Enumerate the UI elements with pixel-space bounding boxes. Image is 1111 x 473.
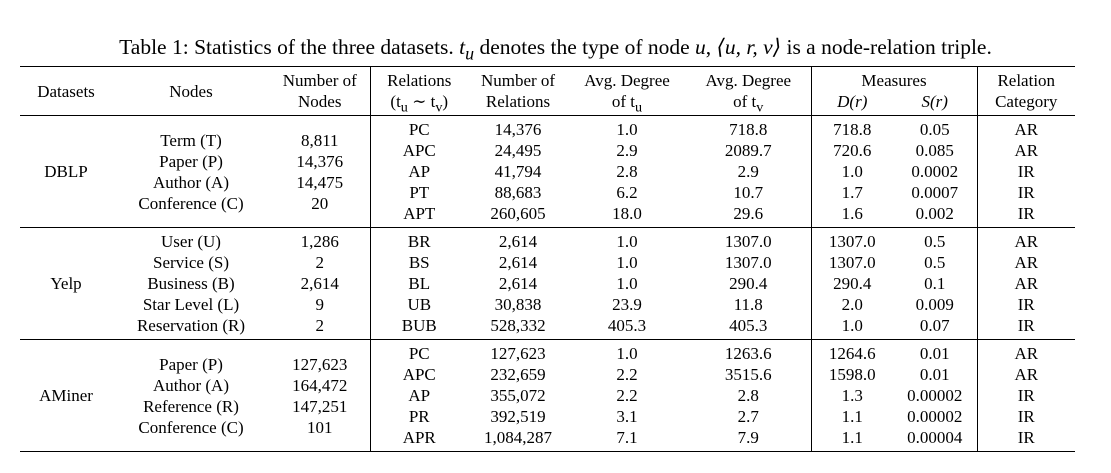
measure-s xyxy=(893,228,977,340)
avg-degree-u-value: 7.1 xyxy=(616,428,638,447)
measure-d-value: 2.0 xyxy=(841,295,863,314)
relation-counts-value: 1,084,287 xyxy=(484,428,552,447)
header-relations: Relations ($t_u$ ∼ $t_v$) xyxy=(370,67,468,116)
caption-prefix: Table 1: Statistics of the three datasets. xyxy=(119,35,460,59)
relation-counts-value: 14,376 xyxy=(494,120,542,139)
relation-types-value: BL xyxy=(408,274,431,293)
relation-counts xyxy=(468,116,568,228)
relation-counts-value: 127,623 xyxy=(490,344,546,363)
relation-counts xyxy=(468,228,568,340)
caption-triple: ⟨u, r, v⟩ xyxy=(716,35,782,59)
node-counts xyxy=(270,340,370,452)
node-types-value: Business (B) xyxy=(147,274,235,293)
relation-category-value: AR xyxy=(1014,253,1039,272)
statistics-table xyxy=(20,66,1075,452)
relation-counts-value: 355,072 xyxy=(490,386,546,405)
node-types-value: Star Level (L) xyxy=(142,295,240,314)
relation-category-value: IR xyxy=(1017,295,1035,314)
avg-degree-u-value: 1.0 xyxy=(616,253,638,272)
measure-d xyxy=(811,228,893,340)
relation-counts-value: 2,614 xyxy=(498,232,538,251)
avg-degree-v-value: 718.8 xyxy=(729,120,768,139)
measure-s-value: 0.01 xyxy=(919,365,950,384)
node-counts-value: 101 xyxy=(307,417,333,437)
avg-degree-u-value: 2.8 xyxy=(616,162,638,181)
measure-s-value: 0.1 xyxy=(924,274,946,293)
avg-degree-v-value: 29.6 xyxy=(733,204,764,223)
avg-degree-u xyxy=(568,116,686,228)
node-types-value: Reservation (R) xyxy=(136,316,246,335)
node-types-value: Paper (P) xyxy=(159,151,223,171)
node-types-value: Author (A) xyxy=(152,172,229,192)
relation-types-value: UB xyxy=(407,295,432,314)
avg-degree-v-value: 1307.0 xyxy=(724,232,772,251)
caption-suffix: is a node-relation triple. xyxy=(781,35,992,59)
avg-degree-v-value: 7.9 xyxy=(737,428,759,447)
relation-types-value: PC xyxy=(408,344,430,363)
avg-degree-u-value: 18.0 xyxy=(612,204,642,223)
header-num-nodes: Number of Nodes xyxy=(270,67,370,116)
measure-s-value: 0.05 xyxy=(919,120,950,139)
avg-degree-u-value: 23.9 xyxy=(612,295,642,314)
measure-d-value: 720.6 xyxy=(833,141,872,160)
node-counts-value: 14,376 xyxy=(296,151,344,171)
node-types xyxy=(112,228,270,340)
relation-counts xyxy=(468,340,568,452)
avg-degree-v-value: 290.4 xyxy=(729,274,768,293)
node-counts-value: 2 xyxy=(315,316,324,335)
relation-types xyxy=(370,228,468,340)
measure-d-value: 1307.0 xyxy=(828,253,876,272)
node-counts-value: 164,472 xyxy=(292,375,348,395)
relation-category-value: IR xyxy=(1017,316,1035,335)
relation-types-value: APC xyxy=(402,365,436,384)
relation-counts-value: 2,614 xyxy=(498,253,538,272)
relation-category-value: IR xyxy=(1017,162,1035,181)
measure-d-value: 290.4 xyxy=(833,274,872,293)
avg-degree-v xyxy=(686,116,811,228)
node-types xyxy=(112,340,270,452)
node-types-value: User (U) xyxy=(161,232,221,251)
relation-types-value: BS xyxy=(408,253,430,272)
header-s-r: S(r) xyxy=(893,91,977,116)
avg-degree-v xyxy=(686,228,811,340)
node-types-value: Service (S) xyxy=(152,253,229,272)
relation-category-value: AR xyxy=(1014,274,1039,293)
relation-category-value: IR xyxy=(1017,428,1035,447)
node-types-value: Conference (C) xyxy=(138,193,244,213)
relation-category-value: AR xyxy=(1014,365,1039,384)
caption-comma: , xyxy=(705,35,717,59)
avg-degree-v-value: 1307.0 xyxy=(724,253,772,272)
header-nodes: Nodes xyxy=(112,67,270,116)
relation-counts-value: 88,683 xyxy=(494,183,542,202)
header-d-r: D(r) xyxy=(837,92,868,111)
avg-degree-u-value: 6.2 xyxy=(616,183,638,202)
caption-u: u xyxy=(695,35,706,59)
avg-degree-v-value: 2089.7 xyxy=(724,141,772,160)
measure-s-value: 0.5 xyxy=(924,232,946,251)
measure-d-value: 1.7 xyxy=(841,183,863,202)
caption-tu-sub: u xyxy=(465,43,475,64)
caption-tu: t xyxy=(459,35,466,59)
relation-counts-value: 528,332 xyxy=(490,316,546,335)
relation-types-value: AP xyxy=(408,386,431,405)
avg-degree-u-value: 405.3 xyxy=(607,316,647,335)
avg-degree-u-value: 1.0 xyxy=(616,274,638,293)
caption-middle: denotes the type of node xyxy=(474,35,696,59)
avg-degree-u-value: 1.0 xyxy=(616,344,638,363)
avg-degree-u xyxy=(568,340,686,452)
avg-degree-u-value: 2.2 xyxy=(616,386,638,405)
node-counts xyxy=(270,228,370,340)
header-relation-category: Relation Category xyxy=(977,67,1075,116)
measure-d-value: 1.1 xyxy=(841,428,863,447)
header-datasets: Datasets xyxy=(20,67,112,116)
relation-category xyxy=(977,228,1075,340)
node-types-value: Conference (C) xyxy=(138,417,244,437)
measure-d-value: 1.0 xyxy=(841,162,863,181)
dataset-group-row xyxy=(20,116,1075,228)
node-counts-value: 8,811 xyxy=(300,130,339,150)
measure-d-value: 718.8 xyxy=(833,120,872,139)
node-counts-value: 2,614 xyxy=(300,274,339,293)
measure-s-value: 0.5 xyxy=(924,253,946,272)
relation-counts-value: 392,519 xyxy=(490,407,546,426)
avg-degree-u-value: 1.0 xyxy=(616,120,638,139)
measure-s-value: 0.00004 xyxy=(907,428,963,447)
avg-degree-v-value: 2.7 xyxy=(737,407,759,426)
relation-types-value: APT xyxy=(403,204,436,223)
relation-category-value: IR xyxy=(1017,204,1035,223)
relation-types-value: PC xyxy=(408,120,430,139)
relation-category xyxy=(977,340,1075,452)
node-types-value: Author (A) xyxy=(152,375,229,395)
measure-s-value: 0.0007 xyxy=(911,183,959,202)
avg-degree-v-value: 10.7 xyxy=(733,183,764,202)
node-types-value: Paper (P) xyxy=(159,354,223,374)
avg-degree-u-value: 2.2 xyxy=(616,365,638,384)
avg-degree-v xyxy=(686,340,811,452)
dataset-name: DBLP xyxy=(20,116,112,228)
relation-category-value: AR xyxy=(1014,344,1039,363)
dataset-name: Yelp xyxy=(20,228,112,340)
node-counts-value: 2 xyxy=(315,253,324,272)
measure-d-value: 1.3 xyxy=(841,386,863,405)
relation-category-value: IR xyxy=(1017,386,1035,405)
measure-d-value: 1598.0 xyxy=(828,365,876,384)
measure-d xyxy=(811,340,893,452)
measure-d-value: 1264.6 xyxy=(828,344,876,363)
relation-category-value: AR xyxy=(1014,232,1039,251)
measure-s-value: 0.07 xyxy=(919,316,950,335)
relation-counts-value: 30,838 xyxy=(494,295,542,314)
header-measures: Measures xyxy=(811,67,977,92)
avg-degree-v-value: 2.9 xyxy=(737,162,759,181)
relation-counts-value: 41,794 xyxy=(494,162,542,181)
relation-counts-value: 232,659 xyxy=(490,365,546,384)
relation-category-value: IR xyxy=(1017,183,1035,202)
relation-counts-value: 2,614 xyxy=(498,274,538,293)
relation-types-value: APR xyxy=(402,428,436,447)
dataset-name: AMiner xyxy=(20,340,112,452)
measure-s xyxy=(893,116,977,228)
node-counts-value: 147,251 xyxy=(292,396,348,416)
measure-s-value: 0.009 xyxy=(915,295,954,314)
node-counts xyxy=(270,116,370,228)
measure-d xyxy=(811,116,893,228)
relation-types-value: APC xyxy=(402,141,436,160)
measure-d-value: 1307.0 xyxy=(828,232,876,251)
relation-types xyxy=(370,340,468,452)
avg-degree-u xyxy=(568,228,686,340)
relation-counts-value: 260,605 xyxy=(490,204,546,223)
relation-category xyxy=(977,116,1075,228)
avg-degree-v-value: 3515.6 xyxy=(724,365,772,384)
node-types xyxy=(112,116,270,228)
relation-types-value: BR xyxy=(407,232,431,251)
relation-types-value: PT xyxy=(409,183,430,202)
avg-degree-u-value: 3.1 xyxy=(616,407,638,426)
avg-degree-v-value: 11.8 xyxy=(733,295,763,314)
avg-degree-v-value: 1263.6 xyxy=(724,344,772,363)
node-counts-value: 20 xyxy=(311,193,329,213)
avg-degree-u-value: 2.9 xyxy=(616,141,638,160)
relation-types-value: PR xyxy=(408,407,430,426)
measure-d-value: 1.6 xyxy=(841,204,863,223)
header-avg-degree-u: Avg. Degree of $t_u$ xyxy=(568,67,686,116)
avg-degree-v-value: 405.3 xyxy=(729,316,768,335)
header-avg-degree-v: Avg. Degree of $t_v$ xyxy=(686,67,811,116)
header-num-relations: Number of Relations xyxy=(468,67,568,116)
table-caption xyxy=(0,0,1111,66)
measure-s-value: 0.01 xyxy=(919,344,950,363)
measure-s-value: 0.0002 xyxy=(911,162,959,181)
node-types-value: Term (T) xyxy=(160,130,222,150)
avg-degree-v-value: 2.8 xyxy=(737,386,759,405)
measure-s-value: 0.00002 xyxy=(907,407,963,426)
measure-d-value: 1.1 xyxy=(841,407,863,426)
node-types-value: Reference (R) xyxy=(143,396,239,416)
relation-category-value: AR xyxy=(1014,141,1039,160)
node-counts-value: 9 xyxy=(315,295,324,314)
dataset-group-row xyxy=(20,228,1075,340)
node-counts-value: 127,623 xyxy=(292,354,348,374)
dataset-group-row xyxy=(20,340,1075,452)
node-counts-value: 14,475 xyxy=(296,172,344,192)
node-counts-value: 1,286 xyxy=(300,232,339,251)
measure-s-value: 0.085 xyxy=(915,141,954,160)
relation-counts-value: 24,495 xyxy=(494,141,542,160)
relation-category-value: IR xyxy=(1017,407,1035,426)
relation-types-value: AP xyxy=(408,162,431,181)
avg-degree-u-value: 1.0 xyxy=(616,232,638,251)
relation-category-value: AR xyxy=(1014,120,1039,139)
relation-types-value: BUB xyxy=(401,316,437,335)
measure-s-value: 0.00002 xyxy=(907,386,963,405)
relation-types xyxy=(370,116,468,228)
measure-s xyxy=(893,340,977,452)
measure-d-value: 1.0 xyxy=(841,316,863,335)
measure-s-value: 0.002 xyxy=(915,204,954,223)
